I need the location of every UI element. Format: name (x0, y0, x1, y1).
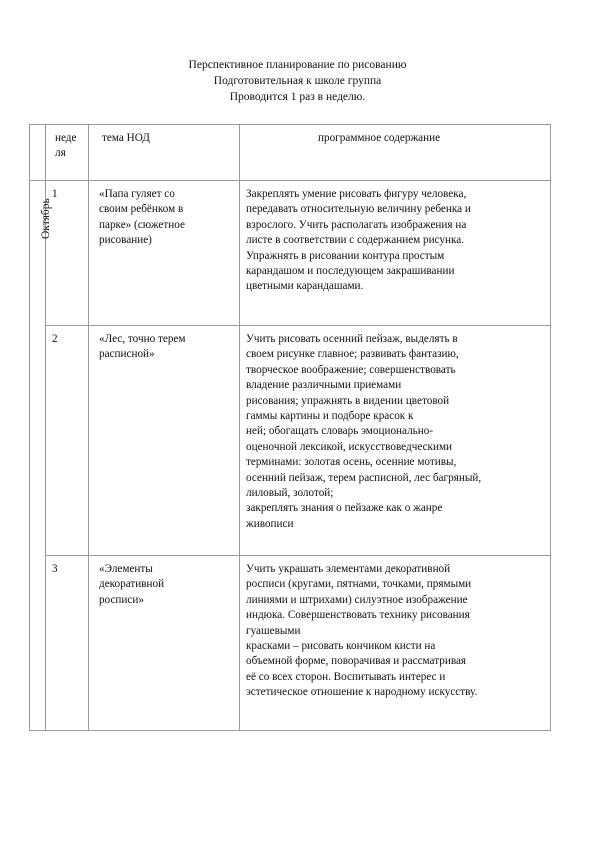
content-line: передавать относительную величину ребенка и (246, 203, 471, 216)
topic-line: парке» (сюжетное (99, 218, 185, 231)
topic-cell (89, 326, 240, 556)
content-line: своем рисунке главное; развивать фантазию, (246, 348, 459, 361)
week-number: 3 (52, 563, 58, 575)
content-line: терминами: золотая осень, осенние мотивы, (246, 456, 457, 469)
content-line: Закреплять умение рисовать фигуру человека, (246, 188, 467, 200)
content-line: объемной форме, поворачивая и рассматривая (246, 655, 467, 668)
header-week-label: неде (55, 132, 77, 144)
header-week-label: ля (55, 147, 66, 160)
content-line: гаммы картины и подборе красок к (246, 410, 414, 423)
content-line: гуашевыми (246, 624, 301, 637)
header-group: Подготовительная к школе группа (213, 75, 382, 87)
planning-table (29, 124, 551, 731)
content-cell (240, 181, 551, 326)
content-line: оценочной лексикой, искусствоведческими (246, 440, 453, 453)
week-number: 1 (52, 188, 58, 200)
header-frequency: Проводится 1 раз в неделю. (229, 91, 366, 103)
header-week-cell (46, 125, 89, 181)
month-label: Октябрь (40, 198, 52, 239)
header-content-label: программное содержание (318, 132, 441, 144)
content-line: Учить украшать элементами декоративной (246, 563, 451, 575)
content-line: эстетическое отношение к народному искусству. (246, 686, 478, 699)
content-line: росписи (кругами, пятнами, точками, прямыми (246, 578, 472, 591)
content-cell (240, 326, 551, 556)
content-cell (240, 556, 551, 731)
content-line: индюка. Совершенствовать технику рисования (246, 609, 470, 622)
topic-line: «Лес, точно терем (99, 333, 186, 345)
topic-line: «Элементы (99, 563, 153, 575)
topic-line: расписной» (99, 348, 155, 361)
content-line: живописи (246, 517, 294, 530)
content-line: лиловый, золотой; (246, 487, 334, 500)
topic-line: декоративной (99, 578, 165, 591)
content-line: цветными карандашами. (246, 280, 364, 293)
header-title: Перспективное планирование по рисованию (188, 59, 407, 71)
content-line: закреплять знания о пейзаже как о жанре (246, 502, 443, 515)
content-line: линиями и штрихами) силуэтное изображение (246, 593, 468, 606)
content-line: листе в соответствии с содержанием рисунка. (246, 234, 465, 247)
table-row (30, 326, 551, 556)
content-line: рисования; упражнять в видении цветовой (246, 394, 450, 407)
topic-line: рисование) (99, 234, 152, 247)
week-cell (46, 556, 89, 731)
topic-line: своим ребёнком в (99, 203, 184, 216)
topic-cell (89, 181, 240, 326)
page-header (0, 57, 595, 105)
header-topic-label: тема НОД (102, 132, 150, 144)
content-line: карандашом и последующем закрашивании (246, 265, 455, 278)
header-month-cell (30, 125, 46, 181)
content-line: взрослого. Учить располагать изображения на (246, 218, 467, 231)
content-line: владение различными приемами (246, 379, 402, 392)
week-cell (46, 326, 89, 556)
content-line: Учить рисовать осенний пейзаж, выделять в (246, 333, 458, 345)
table-header-row (30, 125, 551, 181)
content-line: её со всех сторон. Воспитывать интерес и (246, 670, 446, 683)
content-line: ней; обогащать словарь эмоционально- (246, 425, 434, 438)
month-cell (30, 181, 52, 731)
topic-cell (89, 556, 240, 731)
table-row (30, 556, 551, 731)
header-content-cell (240, 125, 551, 181)
content-line: творческое воображение; совершенствовать (246, 363, 456, 376)
week-number: 2 (52, 333, 58, 345)
table-row (30, 181, 551, 326)
content-line: осенний пейзаж, терем расписной, лес багряный, (246, 471, 482, 484)
content-line: Упражнять в рисовании контура простым (246, 249, 445, 262)
content-line: красками – рисовать кончиком кисти на (246, 640, 436, 653)
topic-line: росписи» (99, 593, 144, 606)
header-topic-cell (89, 125, 240, 181)
topic-line: «Папа гуляет со (99, 188, 175, 200)
